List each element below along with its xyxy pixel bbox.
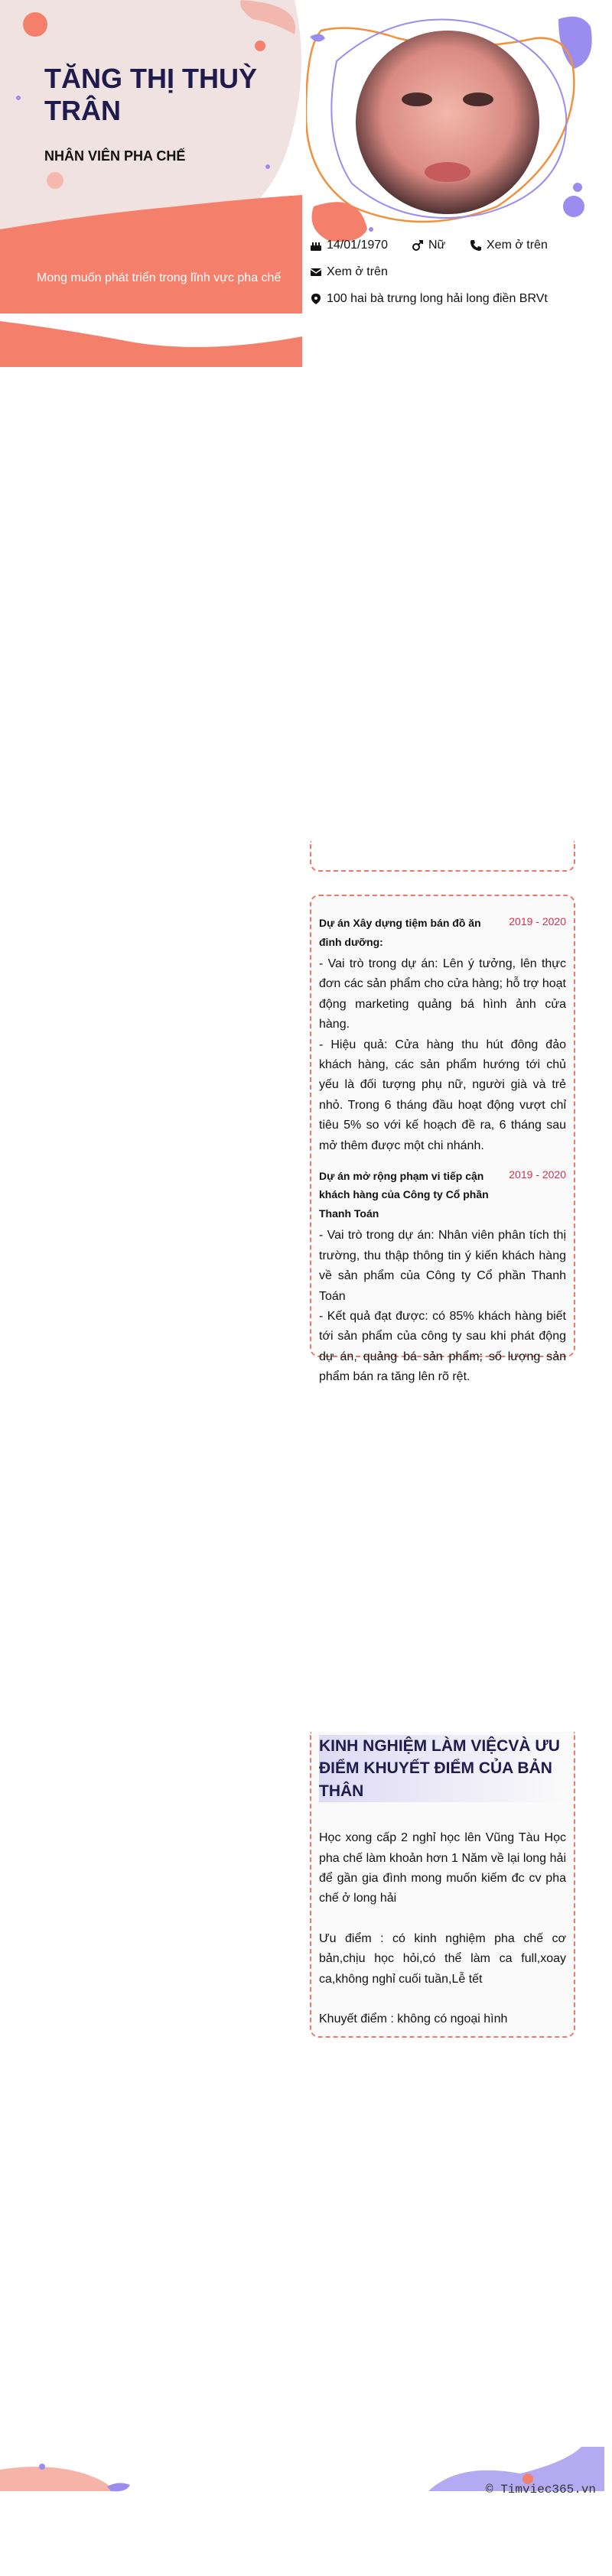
project-item (311, 914, 574, 1156)
header-decoration (0, 0, 302, 367)
phone-value: Xem ở trên (487, 239, 548, 252)
project-role: - Vai trò trong dự án: Nhân viên phân tích thị trường, thu thập thông tin ý kiến khách hàng về sản phẩm của Công ty Cổ phần Thanh Toán (319, 1229, 566, 1303)
dob-value: 14/01/1970 (327, 239, 389, 252)
address-value: 100 hai bà trưng long hải long điền BRVt (327, 292, 548, 305)
contact-email (310, 265, 388, 279)
project-result: - Kết quả đạt được: có 85% khách hàng biết tới sản phẩm của công ty sau khi phát động dự án, quảng bá sản phẩm; số lượng sản phẩm bán ra tăng lên rõ rệt. (319, 1309, 566, 1384)
job-position: NHÂN VIÊN PHA CHẾ (44, 148, 186, 164)
project-name: Dự án Xây dựng tiệm bán đồ ăn đinh dưỡng: (319, 917, 481, 948)
footer-decoration (0, 2447, 612, 2576)
avatar-decoration (306, 0, 604, 245)
contact-phone (470, 239, 548, 252)
name-line-2: TRÂN (44, 95, 121, 127)
card-bottom-edge (310, 841, 575, 872)
contact-dob (310, 239, 388, 252)
envelope-icon (310, 266, 322, 278)
project-role: - Vai trò trong dự án: Lên ý tưởng, lên thực đơn các sản phẩm cho cửa hàng; hỗ trợ hoạt động marketing quảng bá hình ảnh cửa hàng. (319, 957, 566, 1031)
candidate-name (44, 63, 274, 128)
section-title: KINH NGHIỆM LÀM VIỆCVÀ ƯU ĐIỂM KHUYẾT ĐIỂM CỦA BẢN THÂN (319, 1735, 566, 1802)
project-item (311, 1167, 574, 1388)
project-description (319, 954, 566, 1156)
contact-gender (412, 239, 445, 252)
weaknesses-text: Khuyết điểm : không có ngoại hình (319, 2012, 508, 2025)
email-value: Xem ở trên (327, 265, 388, 278)
footer-watermark: © Timviec365.vn (486, 2483, 597, 2496)
experience-text: Học xong cấp 2 nghỉ học lên Vũng Tàu Học pha chế làm khoản hơn 1 Năm về lại long hải để gần gia đình mong muốn kiếm đc cv pha chế ở long hải (319, 1831, 566, 1905)
strengths-text: Ưu điểm : có kinh nghiệm pha chế cơ bản,chịu học hỏi,có thể làm ca full,xoay ca,không nghỉ cuối tuần,Lễ tết (319, 1931, 566, 1986)
career-objective: Mong muốn phát triển trong lĩnh vực pha chế (37, 271, 282, 284)
map-pin-icon (310, 293, 322, 305)
project-date: 2019 - 2020 (509, 915, 566, 927)
phone-icon (470, 239, 482, 252)
gender-value: Nữ (428, 239, 446, 252)
project-date: 2019 - 2020 (509, 1168, 566, 1181)
contact-address (310, 292, 548, 306)
gender-icon (412, 239, 424, 252)
projects-card (310, 895, 575, 1384)
cake-icon (310, 239, 322, 252)
experience-card (310, 1732, 575, 2038)
project-description (319, 1226, 566, 1387)
project-name: Dự án mở rộng phạm vi tiếp cận khách hàng của Công ty Cổ phần Thanh Toán (319, 1169, 489, 1220)
project-result: - Hiệu quả: Cửa hàng thu hút đông đảo khách hàng, các sản phẩm hướng tới chủ yếu là đối tượng phụ nữ, người già và trẻ nhỏ. Trong 6 tháng đầu hoạt động vượt chỉ tiêu 5% so với kế hoạch đề ra, 6 tháng sau mở thêm được một chi nhánh. (319, 1038, 566, 1152)
name-line-1: TĂNG THỊ THUỲ (44, 63, 257, 94)
